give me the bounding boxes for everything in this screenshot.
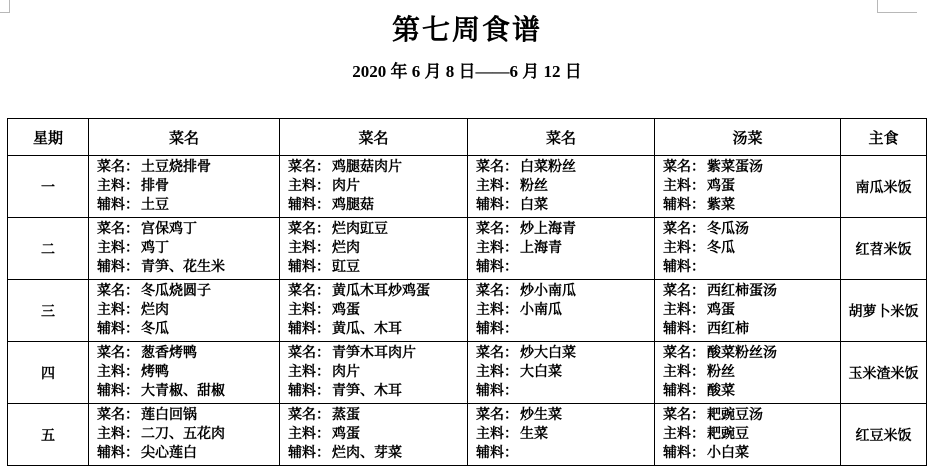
dish-line-aux (288, 320, 463, 339)
dish-line-name (663, 158, 836, 177)
dish-line-main (663, 363, 836, 382)
field-value: 小白菜 (707, 446, 749, 461)
dish-line-aux (476, 320, 650, 339)
field-label: 辅料： (97, 384, 139, 399)
dish-line-aux (476, 258, 650, 277)
field-value: 鸡蛋 (332, 303, 360, 318)
field-label: 主料： (663, 179, 705, 194)
header-soup: 汤菜 (655, 119, 841, 156)
header-row (8, 119, 927, 156)
field-value: 耙豌豆 (707, 427, 749, 442)
field-label: 辅料： (476, 198, 518, 213)
field-value: 紫菜 (707, 198, 735, 213)
field-value: 炒大白菜 (520, 346, 576, 361)
dish-line-name (288, 158, 463, 177)
staple-cell: 胡萝卜米饭 (841, 280, 927, 342)
field-label: 辅料： (663, 384, 705, 399)
field-value: 生菜 (520, 427, 548, 442)
field-label: 菜名： (97, 346, 139, 361)
header-dish-2: 菜名 (280, 119, 468, 156)
header-dish-1: 菜名 (89, 119, 280, 156)
header-day: 星期 (8, 119, 89, 156)
dish-line-name (476, 158, 650, 177)
date-range: 2020 年 6 月 8 日——6 月 12 日 (352, 62, 582, 81)
field-value: 白菜粉丝 (520, 160, 576, 175)
field-value: 烤鸭 (141, 365, 169, 380)
day-cell: 五 (8, 404, 89, 466)
field-value: 冬瓜 (707, 241, 735, 256)
dish-line-name (476, 344, 650, 363)
field-label: 菜名： (288, 346, 330, 361)
field-label: 菜名： (97, 284, 139, 299)
dish-line-aux (288, 444, 463, 463)
field-label: 菜名： (288, 160, 330, 175)
field-value: 紫菜蛋汤 (707, 160, 763, 175)
field-value: 青笋木耳肉片 (332, 346, 416, 361)
dish-line-name (476, 282, 650, 301)
dish-line-name (288, 282, 463, 301)
field-label: 主料： (288, 427, 330, 442)
dish-cell (89, 342, 280, 404)
dish-line-name (97, 220, 275, 239)
field-label: 菜名： (288, 284, 330, 299)
field-label: 菜名： (476, 284, 518, 299)
field-value: 烂肉 (332, 241, 360, 256)
field-label: 辅料： (288, 446, 330, 461)
dish-line-main (663, 177, 836, 196)
dish-cell (280, 156, 468, 218)
staple-cell: 红苕米饭 (841, 218, 927, 280)
dish-cell (280, 280, 468, 342)
dish-cell (89, 218, 280, 280)
dish-cell (89, 280, 280, 342)
field-value: 葱香烤鸭 (141, 346, 197, 361)
dish-cell (280, 218, 468, 280)
dish-line-name (476, 406, 650, 425)
field-value: 豇豆 (332, 260, 360, 275)
day-cell: 二 (8, 218, 89, 280)
field-value: 酸菜 (707, 384, 735, 399)
field-label: 主料： (476, 303, 518, 318)
dish-cell (468, 342, 655, 404)
field-value: 鸡腿菇肉片 (332, 160, 402, 175)
dish-line-aux (97, 382, 275, 401)
field-value: 二刀、五花肉 (141, 427, 225, 442)
dish-line-main (288, 425, 463, 444)
dish-line-aux (663, 320, 836, 339)
field-value: 青笋、花生米 (141, 260, 225, 275)
dish-line-aux (288, 382, 463, 401)
field-value: 宫保鸡丁 (141, 222, 197, 237)
day-cell: 一 (8, 156, 89, 218)
field-value: 青笋、木耳 (332, 384, 402, 399)
field-value: 烂肉豇豆 (332, 222, 388, 237)
dish-cell (468, 280, 655, 342)
field-label: 主料： (663, 241, 705, 256)
dish-line-name (288, 344, 463, 363)
field-label: 菜名： (663, 160, 705, 175)
field-label: 主料： (663, 303, 705, 318)
field-label: 主料： (663, 365, 705, 380)
field-value: 鸡蛋 (332, 427, 360, 442)
menu-table (7, 118, 927, 466)
dish-line-name (97, 344, 275, 363)
dish-line-name (476, 220, 650, 239)
field-label: 菜名： (97, 222, 139, 237)
field-label: 菜名： (97, 160, 139, 175)
dish-line-name (663, 220, 836, 239)
dish-line-name (97, 282, 275, 301)
field-value: 大白菜 (520, 365, 562, 380)
field-label: 主料： (288, 241, 330, 256)
field-label: 菜名： (476, 346, 518, 361)
dish-line-main (663, 239, 836, 258)
field-label: 主料： (476, 427, 518, 442)
dish-cell (468, 156, 655, 218)
dish-line-main (476, 239, 650, 258)
dish-line-main (476, 425, 650, 444)
field-label: 菜名： (663, 222, 705, 237)
field-value: 鸡丁 (141, 241, 169, 256)
field-label: 菜名： (476, 222, 518, 237)
dish-line-main (97, 177, 275, 196)
table-row (8, 404, 927, 466)
menu-table-body (8, 156, 927, 466)
field-label: 辅料： (663, 260, 705, 275)
field-value: 莲白回锅 (141, 408, 197, 423)
dish-line-aux (663, 258, 836, 277)
field-label: 辅料： (288, 198, 330, 213)
dish-line-aux (288, 196, 463, 215)
field-value: 大青椒、甜椒 (141, 384, 225, 399)
field-label: 菜名： (476, 160, 518, 175)
dish-cell (468, 218, 655, 280)
field-label: 辅料： (476, 260, 518, 275)
field-value: 西红柿 (707, 322, 749, 337)
dish-line-aux (476, 382, 650, 401)
field-label: 主料： (97, 365, 139, 380)
field-value: 酸菜粉丝汤 (707, 346, 777, 361)
field-label: 辅料： (663, 198, 705, 213)
header-staple: 主食 (841, 119, 927, 156)
dish-line-main (288, 301, 463, 320)
dish-line-aux (288, 258, 463, 277)
dish-line-main (663, 425, 836, 444)
field-value: 冬瓜汤 (707, 222, 749, 237)
field-label: 主料： (288, 179, 330, 194)
dish-line-name (288, 406, 463, 425)
field-value: 烂肉 (141, 303, 169, 318)
field-label: 主料： (663, 427, 705, 442)
table-row (8, 342, 927, 404)
soup-cell (655, 156, 841, 218)
dish-line-name (663, 344, 836, 363)
field-value: 白菜 (520, 198, 548, 213)
field-label: 辅料： (97, 260, 139, 275)
dish-line-aux (476, 196, 650, 215)
field-label: 主料： (97, 303, 139, 318)
page-title: 第七周食谱 (391, 15, 542, 46)
dish-line-main (288, 177, 463, 196)
field-label: 主料： (97, 241, 139, 256)
field-value: 蒸蛋 (332, 408, 360, 423)
dish-line-main (288, 239, 463, 258)
staple-cell: 红豆米饭 (841, 404, 927, 466)
dish-line-main (97, 363, 275, 382)
dish-line-aux (97, 444, 275, 463)
soup-cell (655, 342, 841, 404)
soup-cell (655, 280, 841, 342)
field-label: 主料： (476, 241, 518, 256)
soup-cell (655, 218, 841, 280)
field-label: 辅料： (97, 446, 139, 461)
soup-cell (655, 404, 841, 466)
dish-line-main (97, 301, 275, 320)
dish-line-aux (663, 382, 836, 401)
field-value: 冬瓜 (141, 322, 169, 337)
field-value: 粉丝 (520, 179, 548, 194)
field-value: 炒小南瓜 (520, 284, 576, 299)
field-label: 菜名： (663, 346, 705, 361)
field-label: 辅料： (476, 384, 518, 399)
table-row (8, 218, 927, 280)
field-value: 鸡腿菇 (332, 198, 374, 213)
dish-line-name (97, 406, 275, 425)
field-value: 烂肉、芽菜 (332, 446, 402, 461)
table-row (8, 280, 927, 342)
dish-line-main (476, 363, 650, 382)
dish-line-name (97, 158, 275, 177)
field-value: 黄瓜木耳炒鸡蛋 (332, 284, 430, 299)
dish-cell (280, 342, 468, 404)
dish-line-main (97, 239, 275, 258)
dish-line-aux (97, 196, 275, 215)
dish-line-aux (663, 196, 836, 215)
field-label: 辅料： (476, 322, 518, 337)
field-value: 上海青 (520, 241, 562, 256)
field-label: 主料： (476, 365, 518, 380)
field-label: 菜名： (288, 222, 330, 237)
header-dish-3: 菜名 (468, 119, 655, 156)
dish-line-main (288, 363, 463, 382)
field-value: 粉丝 (707, 365, 735, 380)
dish-line-main (476, 301, 650, 320)
field-label: 主料： (97, 427, 139, 442)
field-label: 辅料： (663, 322, 705, 337)
field-label: 菜名： (476, 408, 518, 423)
dish-line-name (663, 406, 836, 425)
dish-line-main (97, 425, 275, 444)
field-value: 黄瓜、木耳 (332, 322, 402, 337)
dish-line-main (663, 301, 836, 320)
field-label: 主料： (288, 303, 330, 318)
field-value: 西红柿蛋汤 (707, 284, 777, 299)
field-label: 主料： (288, 365, 330, 380)
dish-line-aux (476, 444, 650, 463)
day-cell: 三 (8, 280, 89, 342)
field-value: 土豆 (141, 198, 169, 213)
dish-cell (280, 404, 468, 466)
field-label: 辅料： (476, 446, 518, 461)
field-value: 土豆烧排骨 (141, 160, 211, 175)
dish-cell (89, 156, 280, 218)
field-value: 冬瓜烧圆子 (141, 284, 211, 299)
field-value: 鸡蛋 (707, 303, 735, 318)
field-value: 炒生菜 (520, 408, 562, 423)
dish-line-main (476, 177, 650, 196)
dish-cell (89, 404, 280, 466)
field-label: 菜名： (97, 408, 139, 423)
staple-cell: 南瓜米饭 (841, 156, 927, 218)
dish-line-aux (97, 258, 275, 277)
field-label: 菜名： (663, 408, 705, 423)
field-value: 排骨 (141, 179, 169, 194)
field-value: 尖心莲白 (141, 446, 197, 461)
field-value: 炒上海青 (520, 222, 576, 237)
field-label: 主料： (476, 179, 518, 194)
field-label: 辅料： (288, 322, 330, 337)
field-label: 主料： (97, 179, 139, 194)
field-label: 辅料： (97, 198, 139, 213)
field-label: 辅料： (288, 384, 330, 399)
field-label: 辅料： (663, 446, 705, 461)
field-label: 菜名： (663, 284, 705, 299)
field-value: 小南瓜 (520, 303, 562, 318)
field-label: 菜名： (288, 408, 330, 423)
dish-line-name (288, 220, 463, 239)
field-label: 辅料： (97, 322, 139, 337)
day-cell: 四 (8, 342, 89, 404)
dish-cell (468, 404, 655, 466)
dish-line-aux (97, 320, 275, 339)
field-value: 鸡蛋 (707, 179, 735, 194)
dish-line-name (663, 282, 836, 301)
table-row (8, 156, 927, 218)
staple-cell: 玉米渣米饭 (841, 342, 927, 404)
field-value: 肉片 (332, 365, 360, 380)
field-value: 肉片 (332, 179, 360, 194)
field-label: 辅料： (288, 260, 330, 275)
dish-line-aux (663, 444, 836, 463)
field-value: 耙豌豆汤 (707, 408, 763, 423)
